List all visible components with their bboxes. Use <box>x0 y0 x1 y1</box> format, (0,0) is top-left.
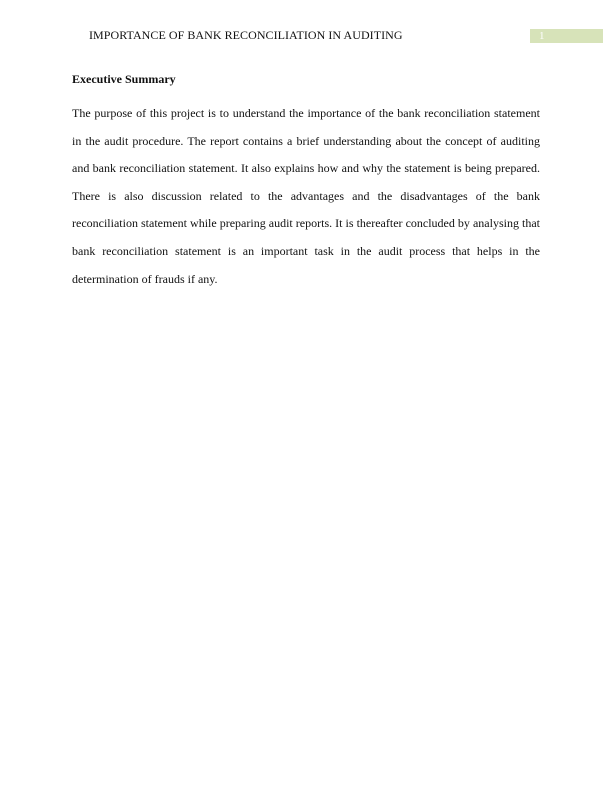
executive-summary-paragraph: The purpose of this project is to understand the importance of the bank reconciliation statement in the audit procedure. The report contains a brief understanding about the concept of auditing and bank reconciliation statement. It also explains how and why the statement is being prepared. There is also discussion related to the advantages and the disadvantages of the bank reconciliation statement while preparing audit reports. It is thereafter concluded by analysing that bank reconciliation statement is an important task in the audit process that helps in the determination of frauds if any. <box>72 106 540 286</box>
running-header-title: IMPORTANCE OF BANK RECONCILIATION IN AUDITING <box>89 28 403 42</box>
executive-summary-heading: Executive Summary <box>72 72 176 86</box>
page-number-box <box>530 29 603 43</box>
page-number: 1 <box>539 30 545 42</box>
